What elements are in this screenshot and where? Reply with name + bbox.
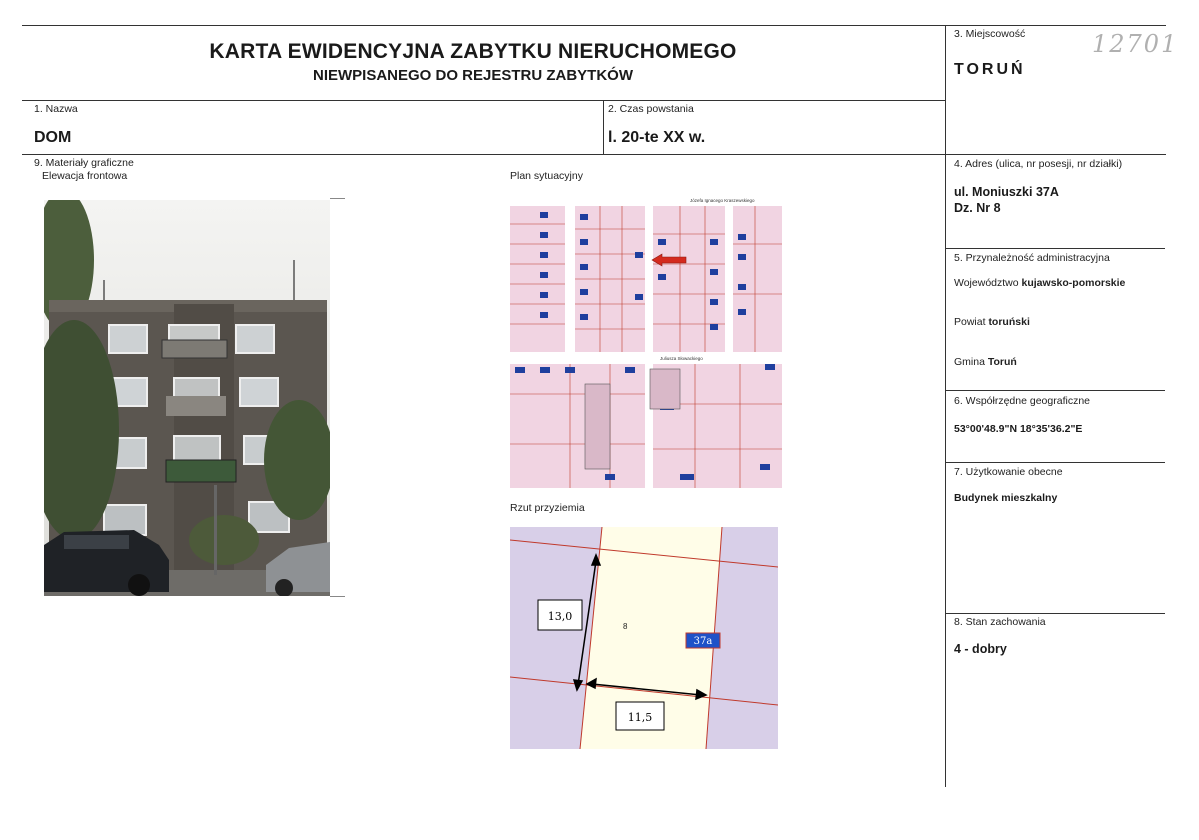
powiat-prefix: Powiat <box>954 316 989 328</box>
adres-line2: Dz. Nr 8 <box>954 201 1001 215</box>
usage-bottom-border <box>945 613 1165 614</box>
title-bottom-border <box>22 100 946 101</box>
graphics-label: 9. Materiały graficzne <box>34 157 134 169</box>
site-plan-map <box>510 194 782 488</box>
floor-building-number: 37a <box>693 636 713 647</box>
name-row-bottom-border <box>22 154 1166 155</box>
floor-plan <box>510 527 778 749</box>
nazwa-value: DOM <box>34 129 72 146</box>
gmina-line <box>954 356 1017 368</box>
floor-dim-width: 11,5 <box>627 711 653 724</box>
address-bottom-border <box>945 248 1165 249</box>
stan-value: 4 - dobry <box>954 642 1007 656</box>
coords-bottom-border <box>945 462 1165 463</box>
wspolrzedne-label: 6. Współrzędne geograficzne <box>954 395 1090 407</box>
miejscowosc-value: TORUŃ <box>954 61 1026 78</box>
document-subtitle: NIEWPISANEGO DO REJESTRU ZABYTKÓW <box>312 67 634 84</box>
czas-label: 2. Czas powstania <box>608 103 694 115</box>
floor-parcel-number: 8 <box>623 622 628 631</box>
document-title: KARTA EWIDENCYJNA ZABYTKU NIERUCHOMEGO <box>209 40 737 63</box>
wojewodztwo-value: kujawsko-pomorskie <box>1021 277 1126 289</box>
przynaleznosc-label: 5. Przynależność administracyjna <box>954 252 1110 264</box>
stan-label: 8. Stan zachowania <box>954 616 1046 628</box>
wojewodztwo-line <box>954 277 1125 289</box>
top-border <box>22 25 1166 26</box>
gmina-value: Toruń <box>987 356 1017 368</box>
gmina-prefix: Gmina <box>954 356 988 368</box>
name-date-divider <box>603 100 604 154</box>
facade-photo <box>44 200 330 596</box>
uzytkowanie-label: 7. Użytkowanie obecne <box>954 466 1063 478</box>
floor-caption: Rzut przyziemia <box>510 502 585 514</box>
photo-caption: Elewacja frontowa <box>42 170 128 182</box>
wojewodztwo-prefix: Województwo <box>954 277 1022 289</box>
powiat-value: toruński <box>988 316 1030 328</box>
map-street-label-1: Józefa Ignacego Kraszewskiego <box>690 198 755 203</box>
adres-label: 4. Adres (ulica, nr posesji, nr działki) <box>954 158 1123 170</box>
czas-value: l. 20-te XX w. <box>608 129 706 146</box>
floor-dim-length: 13,0 <box>547 610 573 623</box>
handwritten-record-number: 12701 <box>1092 30 1179 58</box>
right-column-divider <box>945 25 946 787</box>
map-street-label-2: Juliusza Słowackiego <box>660 356 703 361</box>
plan-caption: Plan sytuacyjny <box>510 170 583 182</box>
powiat-line <box>954 316 1030 328</box>
admin-bottom-border <box>945 390 1165 391</box>
adres-line1: ul. Moniuszki 37A <box>954 185 1059 199</box>
photo-tick-bottom <box>330 596 345 597</box>
photo-tick-right <box>330 198 345 199</box>
miejscowosc-label: 3. Miejscowość <box>954 28 1026 40</box>
nazwa-label: 1. Nazwa <box>34 103 78 115</box>
uzytkowanie-value: Budynek mieszkalny <box>954 492 1058 504</box>
wspolrzedne-value: 53°00'48.9"N 18°35'36.2"E <box>954 423 1083 435</box>
